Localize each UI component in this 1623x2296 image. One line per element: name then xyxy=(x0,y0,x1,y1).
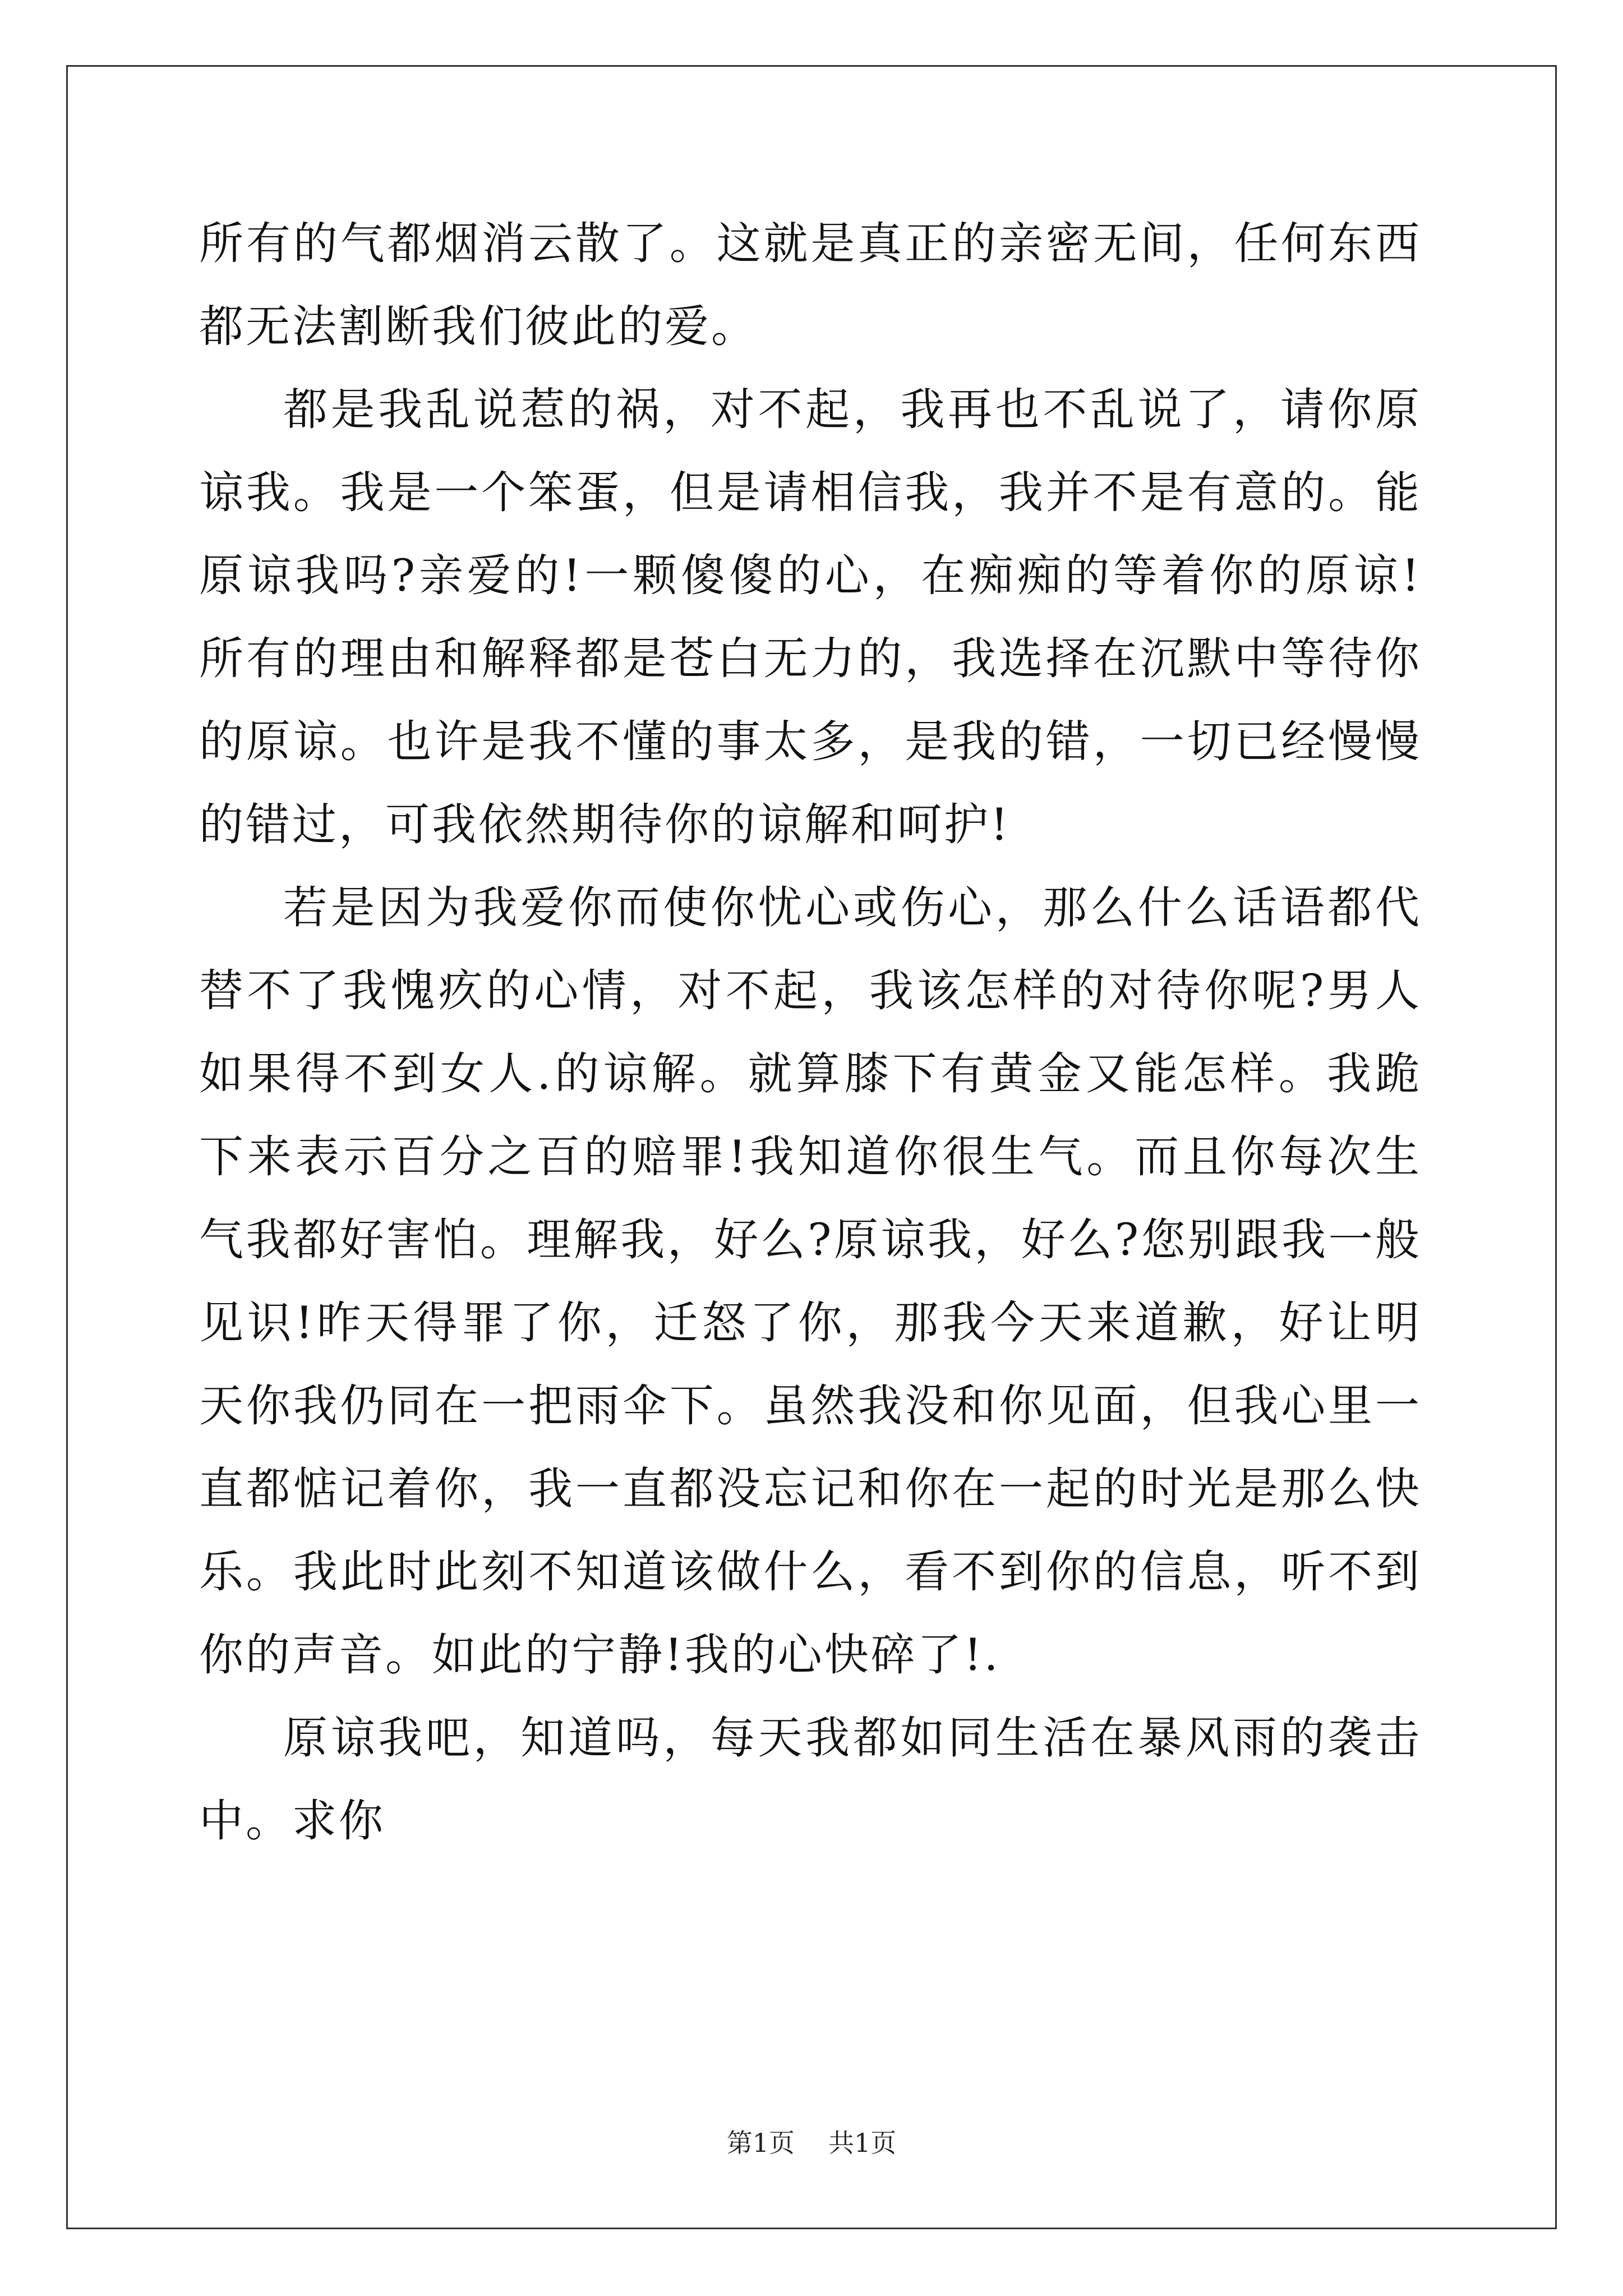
paragraph-1: 所有的气都烟消云散了。这就是真正的亲密无间，任何东西都无法割断我们彼此的爱。 xyxy=(199,218,1422,352)
page-total: 共1页 xyxy=(828,2128,897,2158)
paragraph-2: 都是我乱说惹的祸，对不起，我再也不乱说了，请你原谅我。我是一个笨蛋，但是请相信我，我并不是有意的。能原谅我吗?亲爱的!一颗傻傻的心，在痴痴的等着你的原谅!所有的理由和解释都是苍白无力的，我选择在沉默中等待你的原谅。也许是我不懂的事太多，是我的错，一切已经慢慢的错过，可我依然期待你的谅解和呵护! xyxy=(199,384,1422,850)
document-body xyxy=(199,202,1422,1862)
paragraph-4: 原谅我吧，知道吗，每天我都如同生活在暴风雨的袭击中。求你 xyxy=(199,1712,1422,1847)
paragraph-3: 若是因为我爱你而使你忧心或伤心，那么什么话语都代替不了我愧疚的心情，对不起，我该怎样的对待你呢?男人如果得不到女人.的谅解。就算膝下有黄金又能怎样。我跪下来表示百分之百的赔罪!我知道你很生气。而且你每次生气我都好害怕。理解我，好么?原谅我，好么?您别跟我一般见识!昨天得罪了你，迁怒了你，那我今天来道歉，好让明天你我仍同在一把雨伞下。虽然我没和你见面，但我心里一直都惦记着你，我一直都没忘记和你在一起的时光是那么快乐。我此时此刻不知道该做什么，看不到你的信息，听不到你的声音。如此的宁静!我的心快碎了!. xyxy=(199,882,1422,1681)
page-footer xyxy=(0,2126,1623,2160)
page-number: 第1页 xyxy=(726,2128,795,2158)
